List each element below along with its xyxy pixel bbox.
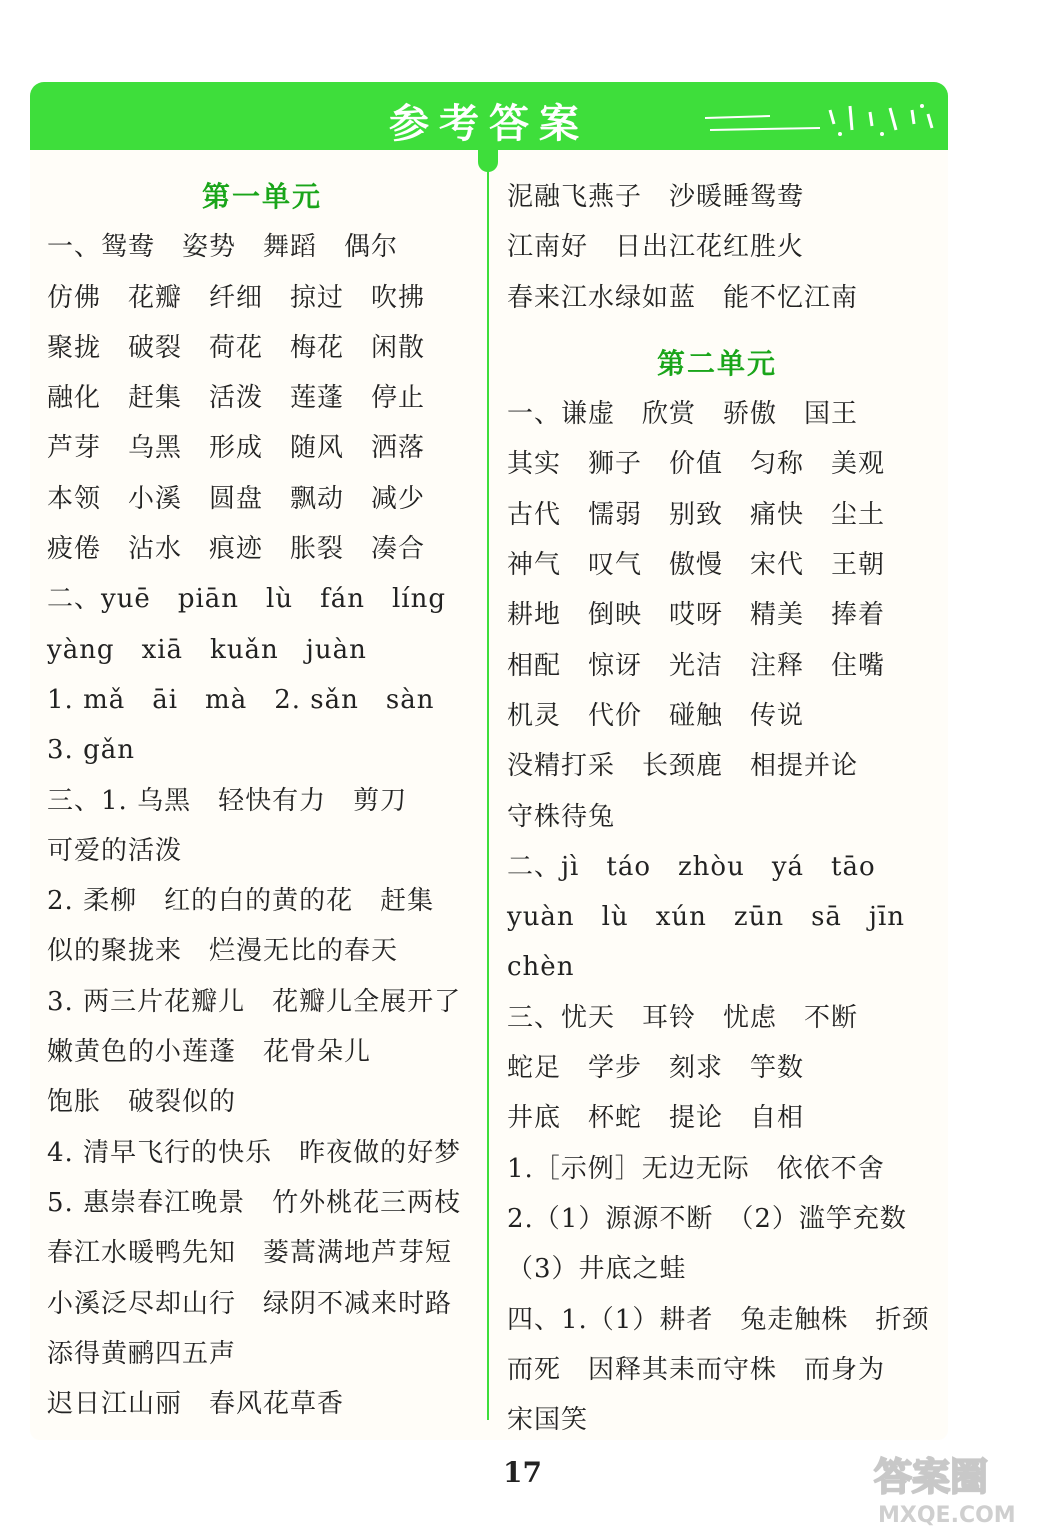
answer-line: 仿佛 花瓣 纤细 掠过 吹拂 (47, 282, 426, 313)
watermark-domain: MXQE.COM (878, 1503, 1016, 1528)
answer-line: 4. 清早飞行的快乐 昨夜做的好梦 (47, 1137, 462, 1168)
answer-line: 宋国笑 (507, 1405, 589, 1436)
answer-line: 古代 懦弱 别致 痛快 尘土 (507, 499, 886, 530)
answer-line: 5. 惠崇春江晚景 竹外桃花三两枝 (47, 1187, 462, 1218)
answer-line: 3. 两三片花瓣儿 花瓣儿全展开了 (47, 986, 462, 1017)
answer-line: 可爱的活泼 (47, 835, 183, 866)
answer-line: 守株待兔 (507, 801, 616, 832)
answer-line: 四、1.（1）耕者 兔走触株 折颈 (507, 1304, 930, 1335)
answer-line: 其实 狮子 价值 匀称 美观 (507, 449, 886, 480)
answer-line: 似的聚拢来 烂漫无比的春天 (47, 936, 399, 967)
answer-line: 神气 叹气 傲慢 宋代 王朝 (507, 550, 886, 581)
answer-line: 蛇足 学步 刻求 竽数 (507, 1053, 805, 1084)
unit-heading: 第二单元 (656, 346, 777, 380)
answer-line: （3）井底之蛙 (507, 1254, 687, 1285)
answer-line: 芦芽 乌黑 形成 随风 洒落 (47, 433, 426, 464)
answer-line: chèn (507, 952, 575, 983)
answer-line: 井底 杯蛇 提论 自相 (507, 1103, 805, 1134)
answer-line: 聚拢 破裂 荷花 梅花 闲散 (47, 332, 426, 363)
answer-line: yàng xiā kuǎn juàn (47, 634, 367, 665)
divider-notch (478, 150, 498, 172)
watermark-text: 答案圈 (874, 1455, 989, 1499)
left-column (47, 172, 477, 1429)
answer-line: 1.［示例］无边无际 依依不舍 (507, 1153, 885, 1184)
poem-line: 江南好 日出江花红胜火 (507, 232, 805, 263)
watermark-logo (868, 1446, 1038, 1530)
answer-line: 疲倦 沾水 痕迹 胀裂 凑合 (47, 534, 426, 565)
answer-line: 3. gǎn (47, 735, 135, 766)
answer-line: 嫩黄色的小莲蓬 花骨朵儿 (47, 1037, 372, 1068)
answer-line: 添得黄鹂四五声 (47, 1338, 237, 1369)
answer-line: 春江水暖鸭先知 蒌蒿满地芦芽短 (47, 1238, 453, 1269)
answer-line: 二、yuē piān lù fán líng (47, 584, 446, 615)
unit-heading: 第一单元 (201, 180, 322, 213)
banner-decoration (700, 100, 940, 140)
answer-line: 三、忧天 耳铃 忧虑 不断 (507, 1002, 859, 1033)
answer-line: 迟日江山丽 春风花草香 (47, 1389, 345, 1420)
poem-line: 春来江水绿如蓝 能不忆江南 (507, 282, 859, 313)
answer-line: 2. 柔柳 红的白的黄的花 赶集 (47, 886, 435, 917)
answer-line: 饱胀 破裂似的 (47, 1087, 237, 1118)
answer-line: 1. mǎ āi mà 2. sǎn sàn (47, 684, 435, 715)
page-number: 17 (503, 1456, 542, 1489)
answer-line: 融化 赶集 活泼 莲蓬 停止 (47, 383, 426, 414)
poem-line: 泥融飞燕子 沙暖睡鸳鸯 (507, 182, 805, 212)
column-divider (487, 150, 489, 1420)
answer-line: 没精打采 长颈鹿 相提并论 (507, 751, 859, 782)
answer-line: 小溪泛尽却山行 绿阴不减来时路 (47, 1288, 453, 1319)
answer-line: 2.（1）源源不断 （2）滥竽充数 (507, 1203, 907, 1234)
answer-line: 机灵 代价 碰触 传说 (507, 700, 805, 731)
right-column (507, 172, 930, 1445)
answer-line: 三、1. 乌黑 轻快有力 剪刀 (47, 785, 408, 816)
title-banner (30, 82, 948, 152)
answer-line: 本领 小溪 圆盘 飘动 减少 (47, 483, 426, 514)
answer-line: 相配 惊讶 光洁 注释 住嘴 (507, 650, 886, 681)
answer-line: 而死 因释其耒而守株 而身为 (507, 1354, 886, 1385)
answer-line: yuàn lù xún zūn sā jīn (507, 902, 906, 933)
answer-line: 一、谦虚 欣赏 骄傲 国王 (507, 399, 859, 430)
answer-line: 一、鸳鸯 姿势 舞蹈 偶尔 (47, 232, 399, 263)
page-title: 参考答案 (389, 101, 589, 147)
answer-line: 耕地 倒映 哎呀 精美 捧着 (507, 600, 886, 631)
answer-line: 二、jì táo zhòu yá tāo (507, 851, 876, 882)
